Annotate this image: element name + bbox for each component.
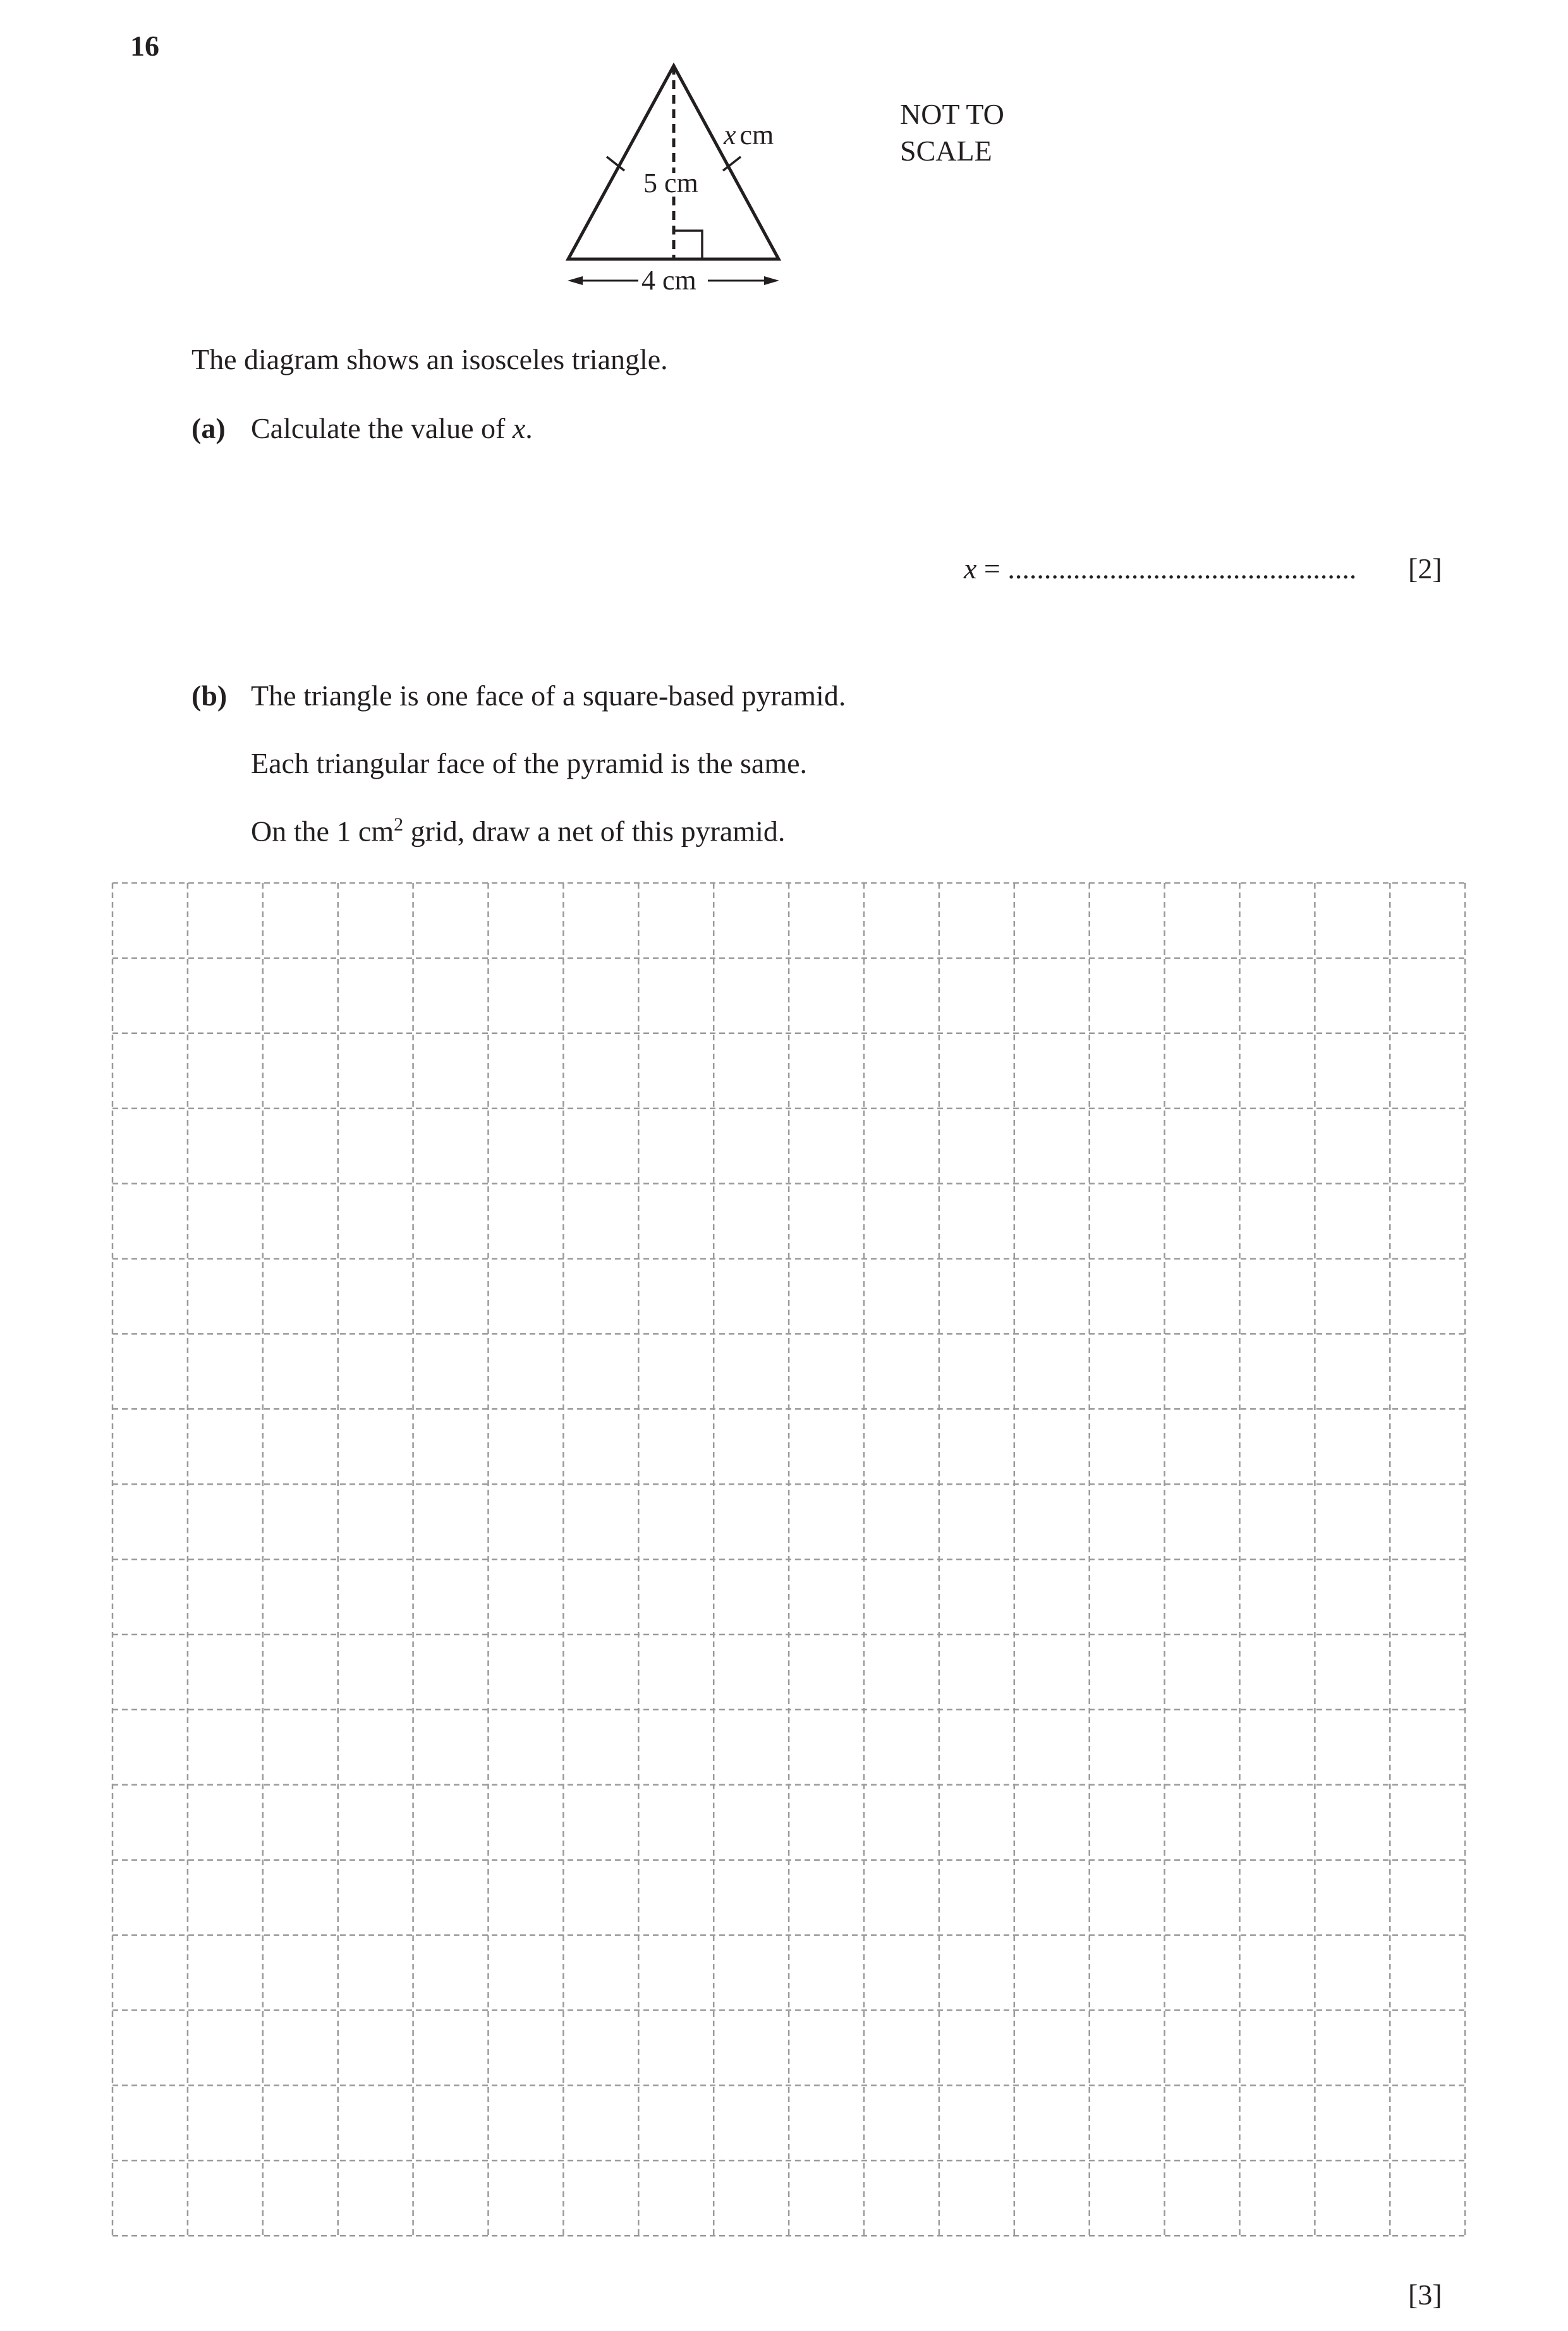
answer-dots: ................................................ <box>1007 552 1357 585</box>
part-b-marks: [3] <box>1408 2279 1442 2311</box>
part-b-label: (b) <box>191 679 228 712</box>
label-x-cm: x cm <box>724 119 774 150</box>
answer-eq: = <box>976 552 1008 585</box>
label-base: 4 cm <box>641 265 696 296</box>
part-b-line2: Each triangular face of the pyramid is the same. <box>251 747 808 779</box>
part-a-text-prefix: Calculate the value of <box>251 412 513 444</box>
not-to-scale-line2: SCALE <box>900 135 992 167</box>
question-number: 16 <box>130 30 159 62</box>
part-a-text-suffix: . <box>525 412 533 444</box>
part-a-text-var: x <box>512 412 526 444</box>
part-a-marks: [2] <box>1408 552 1442 585</box>
intro-text: The diagram shows an isosceles triangle. <box>191 343 668 375</box>
part-b-line3-suffix: grid, draw a net of this pyramid. <box>403 815 786 848</box>
part-b-line3-sup: 2 <box>394 814 404 835</box>
part-a-label: (a) <box>191 412 226 444</box>
answer-var: x <box>964 552 977 585</box>
part-b-line1: The triangle is one face of a square-based pyramid. <box>251 679 846 712</box>
label-height: 5 cm <box>643 167 698 198</box>
not-to-scale-line1: NOT TO <box>900 98 1004 130</box>
part-b-line3-prefix: On the 1 cm <box>251 815 394 848</box>
